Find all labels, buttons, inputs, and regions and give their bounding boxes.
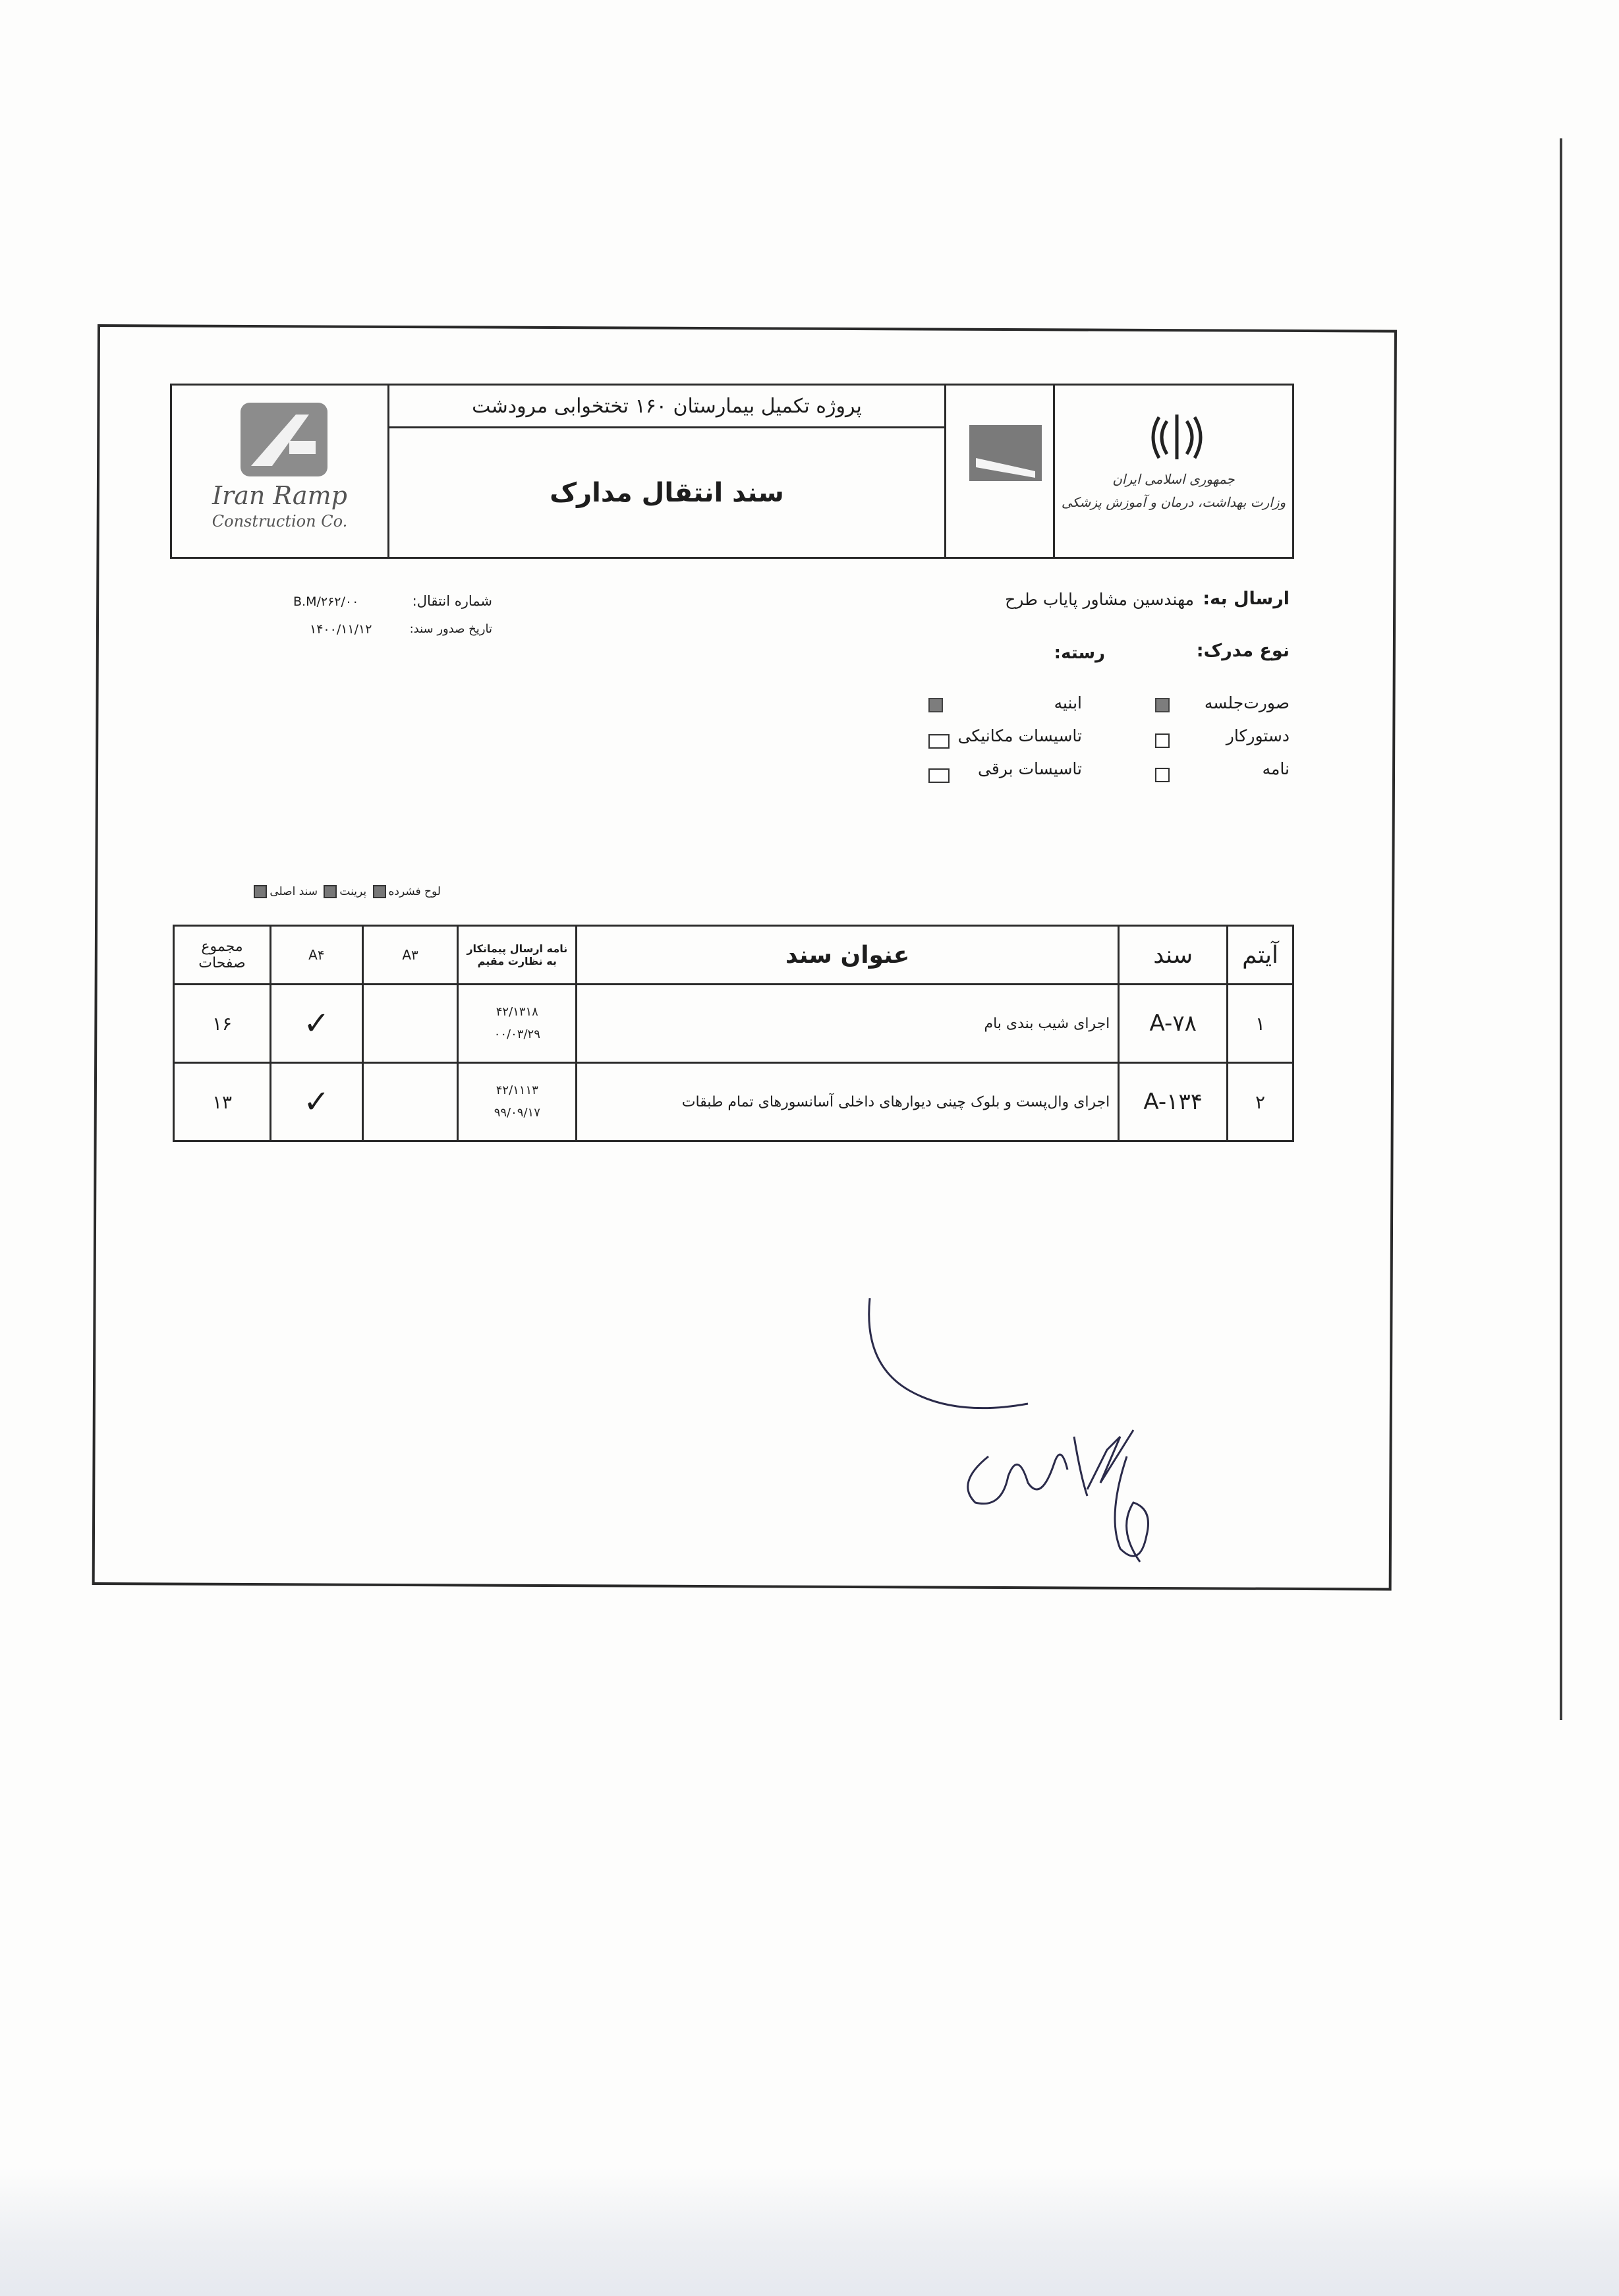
company-subtitle: Construction Co. — [212, 512, 348, 531]
doc-type-checkbox[interactable] — [1155, 698, 1170, 712]
cell-title: اجرای وال‌پست و بلوک چینی دیوارهای داخلی آسانسورهای تمام طبقات — [577, 1063, 1119, 1141]
table-row — [174, 1063, 1293, 1141]
legend-print-swatch — [324, 885, 337, 898]
doc-type-checkbox[interactable] — [1155, 768, 1170, 782]
handwritten-signature — [857, 1285, 1226, 1628]
doc-type-label: نوع مدرک: — [1196, 641, 1290, 661]
cell-letter-date: ۹۹/۰۹/۱۷ — [494, 1106, 540, 1120]
transfer-no-value: B.M/۲۶۲/۰۰ — [293, 594, 359, 609]
discipline-option-label: ابنیه — [1054, 693, 1082, 712]
iran-ramp-logo-icon — [238, 400, 330, 479]
header-item: آیتم — [1228, 926, 1293, 985]
cell-a3 — [362, 1063, 458, 1141]
ministry-line1: جمهوری اسلامی ایران — [1112, 471, 1235, 487]
cell-item: ۲ — [1228, 1063, 1293, 1141]
header-pages: مجموع صفحات — [174, 926, 271, 985]
table-row — [174, 985, 1293, 1063]
mark-cell — [946, 386, 1055, 557]
doc-type-option-label: دستورکار — [1226, 726, 1290, 745]
legend — [251, 885, 441, 898]
contractor-mark-icon — [969, 425, 1042, 481]
discipline-checkbox[interactable] — [928, 734, 950, 749]
discipline-option-label: تاسیسات برقی — [977, 759, 1082, 778]
scan-shadow — [0, 2168, 1619, 2296]
scan-edge-line — [1560, 138, 1562, 1720]
legend-cd-label: لوح فشرده — [388, 885, 441, 898]
header-a4: A۴ — [271, 926, 363, 985]
discipline-checkbox[interactable] — [928, 698, 943, 712]
iran-emblem-icon — [1147, 412, 1207, 461]
cell-pages: ۱۶ — [174, 985, 271, 1063]
page-title: سند انتقال مدارک — [550, 477, 784, 508]
document-header — [170, 384, 1294, 559]
transfer-no-label: شماره انتقال: — [412, 593, 492, 609]
cell-pages: ۱۳ — [174, 1063, 271, 1141]
discipline-label: رسته: — [1054, 643, 1105, 663]
ministry-cell — [1055, 386, 1292, 557]
cell-doc: A-۷۸ — [1119, 985, 1228, 1063]
cell-doc: A-۱۳۴ — [1119, 1063, 1228, 1141]
title-cell — [389, 386, 946, 557]
documents-table — [173, 925, 1294, 1142]
recipient-label: ارسال به: — [1203, 588, 1290, 609]
project-title: پروژه تکمیل بیمارستان ۱۶۰ تختخوابی مرودشت — [389, 386, 944, 428]
header-doc: سند — [1119, 926, 1228, 985]
table-header-row — [174, 926, 1293, 985]
cell-letter-date: ۰۰/۰۳/۲۹ — [494, 1027, 540, 1041]
doc-type-checkbox[interactable] — [1155, 733, 1170, 748]
company-name: Iran Ramp — [212, 481, 347, 510]
discipline-checkbox[interactable] — [928, 768, 950, 783]
legend-original-label: سند اصلی — [270, 885, 318, 898]
cell-letter — [458, 1063, 577, 1141]
header-letter: نامه ارسال پیمانکار به نظارت مقیم — [458, 926, 577, 985]
cell-letter-no: ۴۲/۱۳۱۸ — [496, 1005, 538, 1019]
legend-cd-swatch — [373, 885, 386, 898]
company-logo-cell — [172, 386, 389, 557]
discipline-option-label: تاسیسات مکانیکی — [957, 726, 1082, 745]
cell-letter-no: ۴۲/۱۱۱۳ — [496, 1083, 538, 1097]
doc-type-option-label: صورت‌جلسه — [1204, 693, 1290, 712]
issue-date-label: تاریخ صدور سند: — [409, 622, 492, 636]
header-a3: A۳ — [362, 926, 458, 985]
header-title: عنوان سند — [577, 926, 1119, 985]
cell-title: اجرای شیب بندی بام — [577, 985, 1119, 1063]
legend-original-swatch — [254, 885, 267, 898]
cell-a3 — [362, 985, 458, 1063]
ministry-line2: وزارت بهداشت، درمان و آموزش پزشکی — [1061, 494, 1286, 510]
cell-letter — [458, 985, 577, 1063]
cell-a4-check: ✓ — [271, 1063, 363, 1141]
legend-print-label: پرینت — [339, 885, 367, 898]
cell-item: ۱ — [1228, 985, 1293, 1063]
issue-date-value: ۱۴۰۰/۱۱/۱۲ — [310, 622, 372, 637]
recipient-value: مهندسین مشاور پایاب طرح — [1005, 590, 1194, 609]
doc-type-option-label: نامه — [1262, 759, 1290, 778]
cell-a4-check: ✓ — [271, 985, 363, 1063]
